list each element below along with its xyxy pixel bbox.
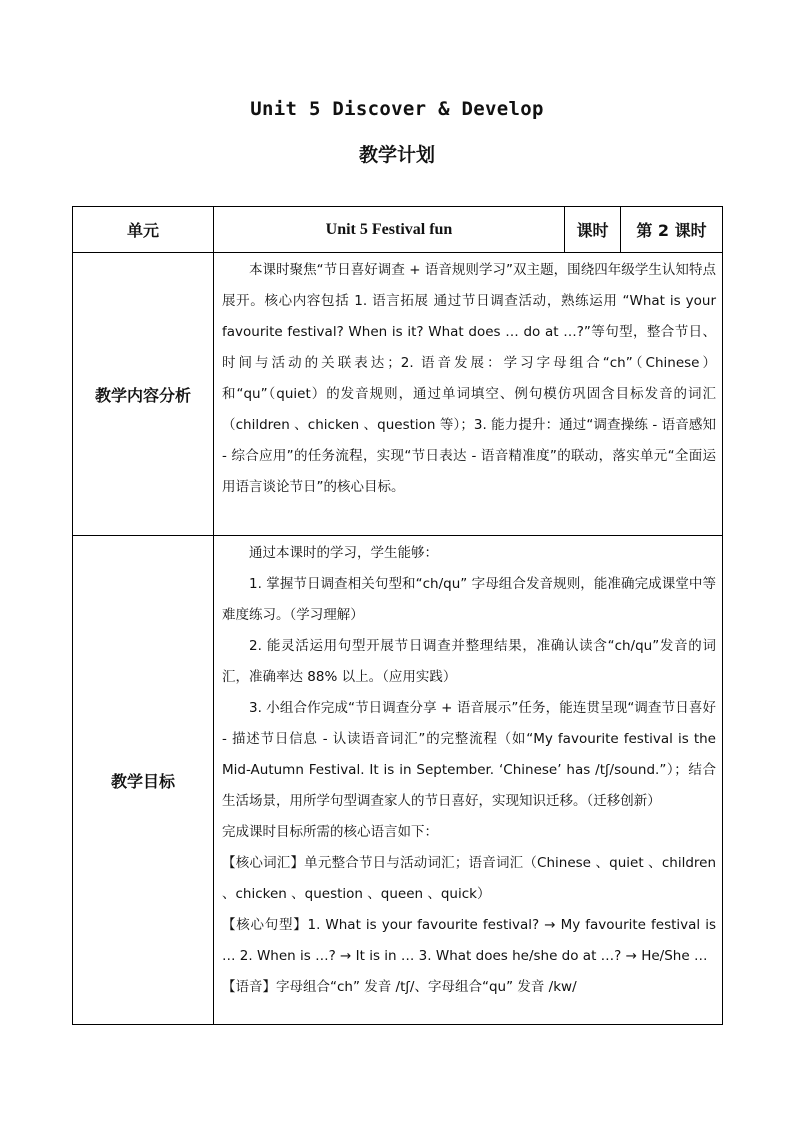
analysis-cell [214, 253, 723, 536]
unit-label: 单元 [73, 207, 214, 253]
lesson-value: 第 2 课时 [621, 207, 723, 253]
lesson-label: 课时 [565, 207, 621, 253]
core-sentences: 【核心句型】1. What is your favourite festival? → My favourite festival is … 2. When is …? → It is in … 3. What does he/she do at …? → He/She … [222, 917, 716, 964]
table-row-objectives [73, 536, 723, 1025]
objectives-intro: 通过本课时的学习，学生能够： [249, 545, 438, 561]
core-phonics: 【语音】字母组合“ch” 发音 /tʃ/、字母组合“qu” 发音 /kw/ [222, 979, 577, 995]
objectives-label: 教学目标 [73, 536, 214, 1025]
table-row-unit [73, 207, 723, 253]
objective-item-2: 2. 能灵活运用句型开展节日调查并整理结果，准确认读含“ch/qu”发音的词汇，准确率达 88% 以上。（应用实践） [222, 638, 716, 685]
lesson-plan-table [72, 206, 723, 1025]
objective-item-1: 1. 掌握节日调查相关句型和“ch/qu” 字母组合发音规则，能准确完成课堂中等难度练习。（学习理解） [222, 576, 716, 623]
objectives-cell [214, 536, 723, 1025]
analysis-label: 教学内容分析 [73, 253, 214, 536]
table-row-analysis [73, 253, 723, 536]
core-vocabulary: 【核心词汇】单元整合节日与活动词汇；语音词汇（Chinese 、quiet 、children 、chicken 、question 、queen 、quick） [222, 855, 716, 902]
objective-item-3: 3. 小组合作完成“节日调查分享 + 语音展示”任务，能连贯呈现“调查节日喜好 - 描述节日信息 - 认读语音词汇”的完整流程（如“My favourite festival is the Mid-Autumn Festival. It is in September. ‘Chinese’ has /tʃ/sound.”）；结合生活场景，用所学句型调查家人的节日喜好，实现知识迁移。（迁移创新） [222, 700, 716, 809]
analysis-text: 本课时聚焦“节日喜好调查 + 语音规则学习”双主题，围绕四年级学生认知特点展开。核心内容包括 1. 语言拓展 通过节日调查活动，熟练运用 “What is your favourite festival? When is it? What does … do at …?”等句型，整合节日、时间与活动的关联表达；2. 语音发展：学习字母组合“ch”（Chinese）和“qu”（quiet）的发音规则，通过单词填空、例句模仿巩固含目标发音的词汇（children 、chicken 、question 等）；3. 能力提升：通过“调查操练 - 语音感知 - 综合应用”的任务流程，实现“节日表达 - 语音精准度”的联动，落实单元“全面运用语言谈论节日”的核心目标。 [222, 262, 716, 495]
document-subtitle: 教学计划 [358, 144, 435, 166]
document-title: Unit 5 Discover & Develop [250, 98, 544, 120]
core-language-intro: 完成课时目标所需的核心语言如下： [222, 824, 438, 840]
unit-name: Unit 5 Festival fun [214, 207, 565, 253]
